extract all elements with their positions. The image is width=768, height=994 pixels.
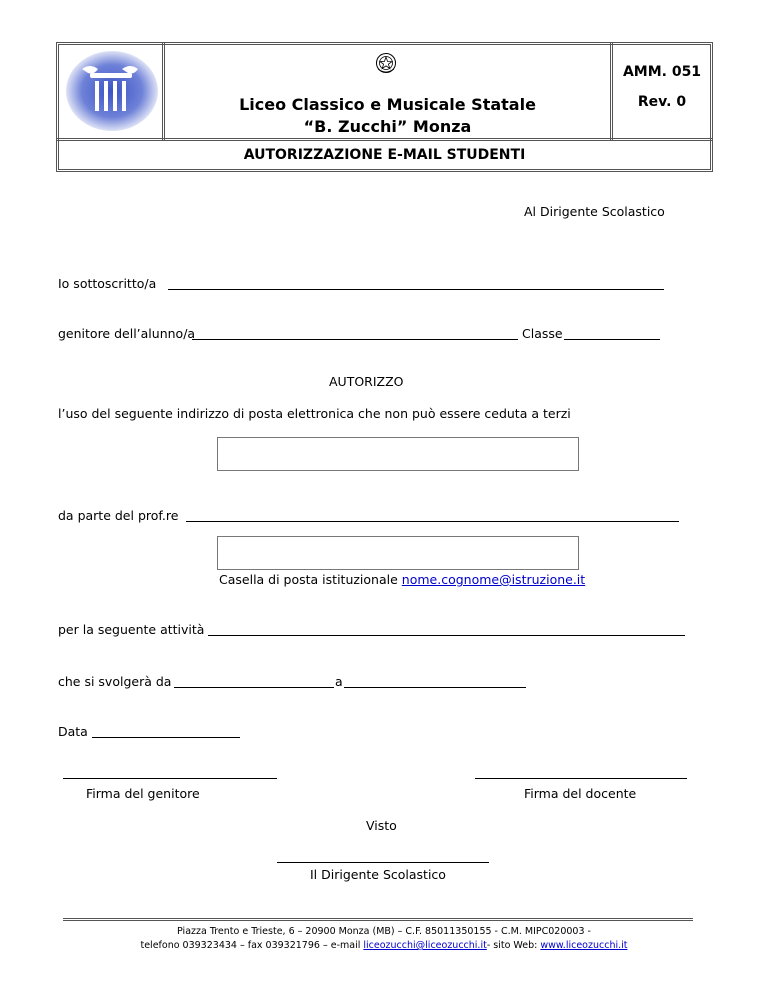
casella-label: Casella di posta istituzionale <box>219 572 398 587</box>
casella-email-link[interactable]: nome.cognome@istruzione.it <box>401 572 586 587</box>
alunno-field[interactable] <box>192 326 518 340</box>
footer-email-link[interactable]: liceozucchi@liceozucchi.it <box>363 940 487 951</box>
uso-text: l’uso del seguente indirizzo di posta elettronica che non può essere ceduta a terzi <box>58 406 571 421</box>
school-name-line2: “B. Zucchi” Monza <box>303 117 472 136</box>
school-name-line1: Liceo Classico e Musicale Statale <box>239 95 536 114</box>
document-revision: Rev. 0 <box>637 94 687 110</box>
prof-label: da parte del prof.re <box>58 508 179 523</box>
svolgera-label: che si svolgerà da <box>58 674 172 689</box>
classe-field[interactable] <box>564 326 660 340</box>
data-label: Data <box>58 724 88 739</box>
visto-label: Visto <box>366 818 397 833</box>
student-email-box[interactable] <box>217 437 579 471</box>
date-to-field[interactable] <box>344 674 526 688</box>
footer-contacts <box>0 940 768 951</box>
addressee: Al Dirigente Scolastico <box>524 204 665 219</box>
genitore-signature-line[interactable] <box>63 766 277 779</box>
sottoscritto-label: Io sottoscritto/a <box>58 276 157 291</box>
republic-emblem-icon <box>375 51 397 75</box>
date-from-field[interactable] <box>174 674 334 688</box>
footer-address: Piazza Trento e Trieste, 6 – 20900 Monza (MB) – C.F. 85011350155 - C.M. MIPC020003 - <box>177 926 591 937</box>
dirigente-signature-line[interactable] <box>277 850 489 863</box>
classe-label: Classe <box>522 326 563 341</box>
genitore-label: genitore dell’alunno/a <box>58 326 196 341</box>
autorizzo-heading: AUTORIZZO <box>329 374 404 389</box>
a-label: a <box>335 674 343 689</box>
prof-field[interactable] <box>186 508 679 522</box>
footer-site-label: - sito Web: <box>486 940 538 951</box>
document-code: AMM. 051 <box>622 64 702 80</box>
genitore-signature-label: Firma del genitore <box>86 786 200 801</box>
docente-signature-line[interactable] <box>475 766 687 779</box>
attivita-field[interactable] <box>208 622 685 636</box>
footer-rule <box>63 918 693 921</box>
dirigente-signature-label: Il Dirigente Scolastico <box>310 867 446 882</box>
teacher-email-box[interactable] <box>217 536 579 570</box>
docente-signature-label: Firma del docente <box>524 786 637 801</box>
casella-note <box>219 572 585 587</box>
footer-phone-fax: telefono 039323434 – fax 039321796 – e-mail <box>140 940 361 951</box>
school-name <box>165 94 610 138</box>
attivita-label: per la seguente attività <box>58 622 205 637</box>
data-field[interactable] <box>92 724 240 738</box>
school-logo <box>60 47 160 135</box>
form-title: AUTORIZZAZIONE E-MAIL STUDENTI <box>243 147 526 163</box>
sottoscritto-field[interactable] <box>168 276 664 290</box>
footer-website-link[interactable]: www.liceozucchi.it <box>540 940 628 951</box>
